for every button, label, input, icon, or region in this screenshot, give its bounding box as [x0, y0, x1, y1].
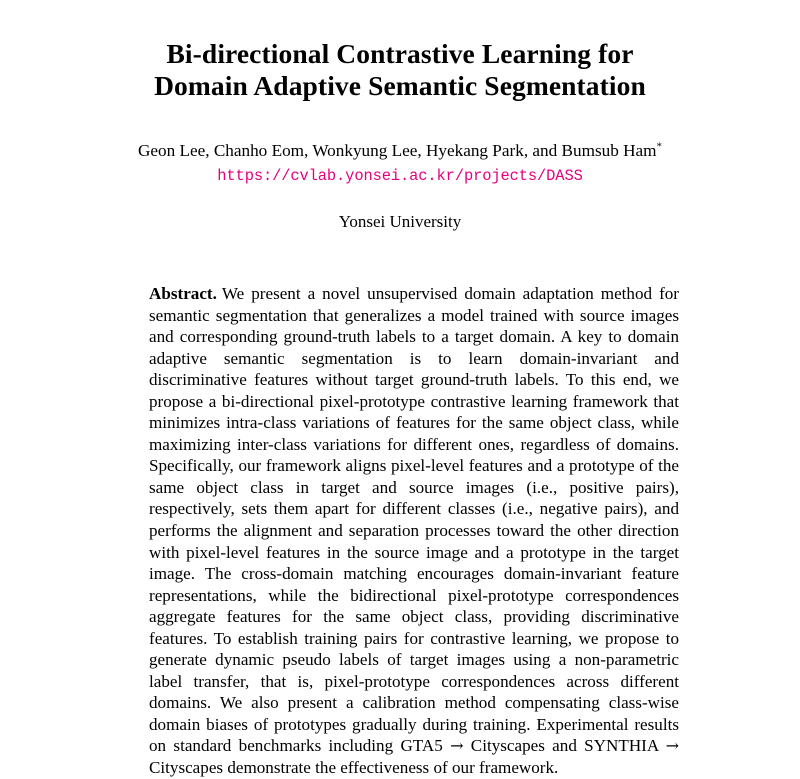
right-arrow-icon: → — [450, 736, 464, 756]
title-line-2: Domain Adaptive Semantic Segmentation — [154, 70, 646, 101]
authors-section — [0, 140, 800, 187]
author-names: Geon Lee, Chanho Eom, Wonkyung Lee, Hyekang Park, and Bumsub Ham — [137, 141, 657, 160]
corresponding-author-marker: * — [656, 140, 663, 153]
abstract-paragraph — [149, 283, 679, 779]
title-line-1: Bi-directional Contrastive Learning for — [166, 38, 634, 69]
right-arrow-icon: → — [665, 736, 679, 756]
project-url-link[interactable]: https://cvlab.yonsei.ac.kr/projects/DASS — [217, 167, 583, 185]
affiliation-section — [0, 211, 800, 232]
abstract-section — [149, 283, 679, 779]
paper-title — [0, 0, 800, 102]
affiliation-name: Yonsei University — [338, 212, 462, 231]
author-list — [0, 140, 800, 161]
abstract-heading: Abstract. — [149, 284, 217, 303]
abstract-text: We present a novel unsupervised domain adaptation method for semantic segmentation that generalizes a model trained with source images and corresponding ground-truth labels to a target domain. A key to domain adaptive semantic segmentation is to learn domain-invariant and discriminative features without target ground-truth labels. To this end, we propose a bi-directional pixel-prototype contrastive learning framework that minimizes intra-class variations of features for the same object class, while maximizing inter-class variations for different ones, regardless of domains. Specifically, our framework aligns pixel-level features and a prototype of the same object class in target and source images (i.e., positive pairs), respectively, sets them apart for different classes (i.e., negative pairs), and performs the alignment and separation processes toward the other direction with pixel-level features in the source image and a prototype in the target image. The cross-domain matching encourages domain-invariant feature representations, while the bidirectional pixel-prototype correspondences aggregate features for the same object class, providing discriminative features. To establish training pairs for contrastive learning, we propose to generate dynamic pseudo labels of target images using a non-parametric label transfer, that is, pixel-prototype correspondences across different domains. We also present a calibration method compensating class-wise domain biases of prototypes gradually during training. Experimental results on standard benchmarks including GTA5 → Cityscapes and SYNTHIA → Cityscapes demonstrate the effectiveness of our framework. — [149, 284, 679, 778]
